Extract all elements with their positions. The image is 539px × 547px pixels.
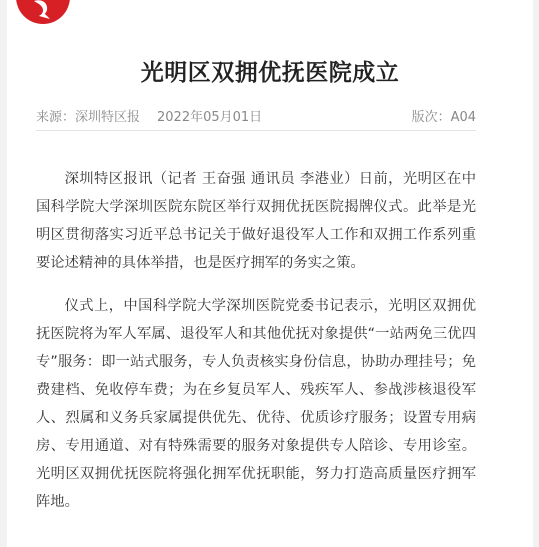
article-body: [36, 165, 476, 531]
article-meta: [36, 106, 476, 128]
newspaper-logo[interactable]: [16, 0, 70, 24]
red-bird-logo-icon: [30, 0, 56, 22]
meta-divider: [36, 130, 476, 131]
article-title: 光明区双拥优抚医院成立: [140, 60, 400, 86]
article-date: 2022年05月01日: [157, 110, 263, 125]
article-page: [7, 0, 533, 547]
article-paragraph: 深圳特区报讯（记者 王奋强 通讯员 李港业）日前，光明区在中国科学院大学深圳医院东院区举行双拥优抚医院揭牌仪式。此举是光明区贯彻落实习近平总书记关于做好退役军人工作和双拥工作系列重要论述精神的具体举措，也是医疗拥军的务实之策。: [36, 171, 476, 271]
article-paragraph: 仪式上，中国科学院大学深圳医院党委书记表示，光明区双拥优抚医院将为军人军属、退役军人和其他优抚对象提供“一站两免三优四专”服务：即一站式服务，专人负责核实身份信息，协助办理挂号；免费建档、免收停车费；为在乡复员军人、残疾军人、参战涉核退役军人、烈属和义务兵家属提供优先、优待、优质诊疗服务；设置专用病房、专用通道、对有特殊需要的服务对象提供专人陪诊、专用诊室。光明区双拥优抚医院将强化拥军优抚职能，努力打造高质量医疗拥军阵地。: [36, 298, 476, 510]
article-edition: 版次：A04: [411, 110, 476, 125]
scrollbar[interactable]: [533, 0, 539, 547]
article-source: 来源：深圳特区报: [36, 110, 141, 125]
